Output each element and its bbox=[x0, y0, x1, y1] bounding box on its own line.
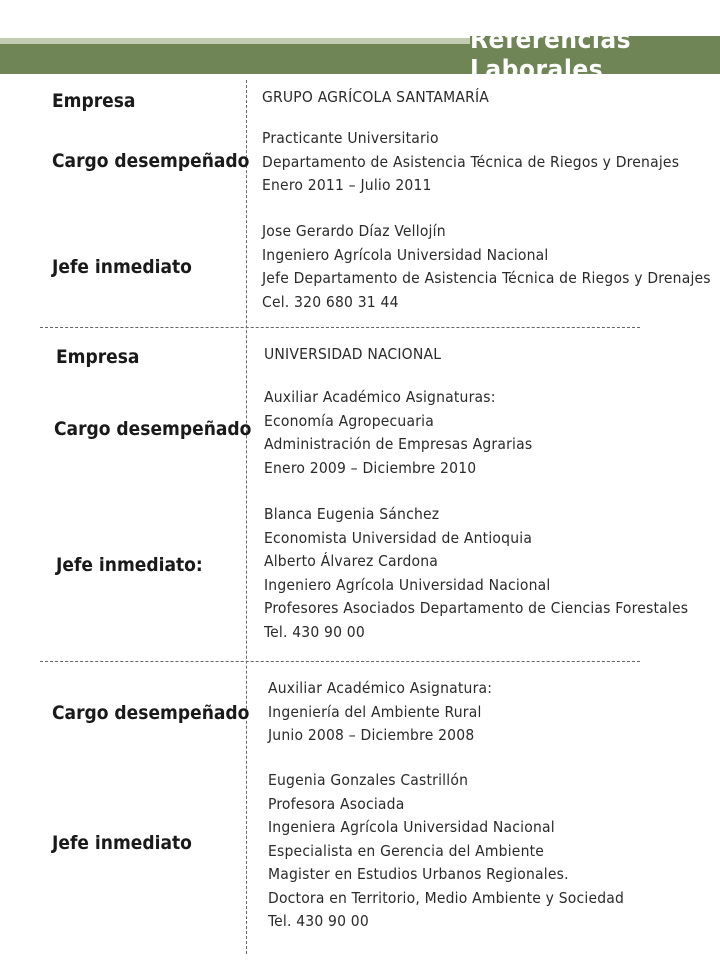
jefe-line: Blanca Eugenia Sánchez bbox=[264, 505, 440, 523]
empresa-value-2 bbox=[264, 343, 441, 367]
jefe-line: Tel. 430 90 00 bbox=[268, 912, 369, 930]
jefe-details-3 bbox=[268, 769, 624, 934]
jefe-line: Ingeniera Agrícola Universidad Nacional bbox=[268, 818, 555, 836]
cargo-details-3 bbox=[268, 677, 492, 748]
jefe-label-3: Jefe inmediato bbox=[52, 832, 192, 854]
jefe-line: Magister en Estudios Urbanos Regionales. bbox=[268, 865, 569, 883]
empresa-name: GRUPO AGRÍCOLA SANTAMARÍA bbox=[262, 88, 490, 106]
cargo-line: Enero 2009 – Diciembre 2010 bbox=[264, 458, 477, 477]
cargo-line: Practicante Universitario bbox=[262, 129, 439, 147]
jefe-label-2: Jefe inmediato: bbox=[56, 554, 203, 576]
cargo-line: Ingeniería del Ambiente Rural bbox=[268, 702, 482, 721]
cargo-line: Auxiliar Académico Asignaturas: bbox=[264, 388, 496, 406]
cargo-label-3: Cargo desempeñado bbox=[52, 702, 250, 724]
empresa-label-2: Empresa bbox=[56, 346, 140, 368]
section-divider-2 bbox=[40, 661, 640, 662]
vertical-divider bbox=[246, 80, 247, 954]
section-divider-1 bbox=[40, 327, 640, 328]
jefe-line: Eugenia Gonzales Castrillón bbox=[268, 771, 469, 789]
jefe-details-2 bbox=[264, 503, 688, 644]
cargo-label-2: Cargo desempeñado bbox=[54, 418, 252, 440]
cargo-line: Junio 2008 – Diciembre 2008 bbox=[268, 726, 475, 744]
jefe-line: Economista Universidad de Antioquia bbox=[264, 528, 533, 547]
empresa-label-1: Empresa bbox=[52, 90, 136, 112]
jefe-line: Profesora Asociada bbox=[268, 794, 405, 813]
cargo-details-1 bbox=[262, 127, 679, 198]
jefe-details-1 bbox=[262, 220, 711, 314]
cargo-label-1: Cargo desempeñado bbox=[52, 150, 250, 172]
jefe-line: Ingeniero Agrícola Universidad Nacional bbox=[264, 575, 551, 594]
jefe-line: Alberto Álvarez Cardona bbox=[264, 552, 439, 570]
jefe-line: Profesores Asociados Departamento de Ciencias Forestales bbox=[264, 599, 689, 617]
cargo-line: Departamento de Asistencia Técnica de Riegos y Drenajes bbox=[262, 152, 680, 171]
jefe-line: Jose Gerardo Díaz Vellojín bbox=[262, 222, 446, 240]
cargo-line: Administración de Empresas Agrarias bbox=[264, 435, 533, 453]
cargo-line: Auxiliar Académico Asignatura: bbox=[268, 679, 493, 697]
jefe-line: Especialista en Gerencia del Ambiente bbox=[268, 841, 545, 860]
jefe-line: Tel. 430 90 00 bbox=[264, 622, 365, 641]
jefe-line: Jefe Departamento de Asistencia Técnica de Riegos y Drenajes bbox=[262, 269, 711, 287]
empresa-name: UNIVERSIDAD NACIONAL bbox=[264, 345, 442, 363]
jefe-label-1: Jefe inmediato bbox=[52, 256, 192, 278]
cargo-line: Economía Agropecuaria bbox=[264, 411, 434, 430]
page-title: Referencias Laborales bbox=[470, 36, 720, 74]
jefe-line: Cel. 320 680 31 44 bbox=[262, 292, 399, 311]
jefe-line: Doctora en Territorio, Medio Ambiente y Sociedad bbox=[268, 888, 625, 907]
cargo-line: Enero 2011 – Julio 2011 bbox=[262, 176, 432, 194]
empresa-value-1 bbox=[262, 86, 489, 110]
jefe-line: Ingeniero Agrícola Universidad Nacional bbox=[262, 245, 549, 264]
cargo-details-2 bbox=[264, 386, 532, 480]
